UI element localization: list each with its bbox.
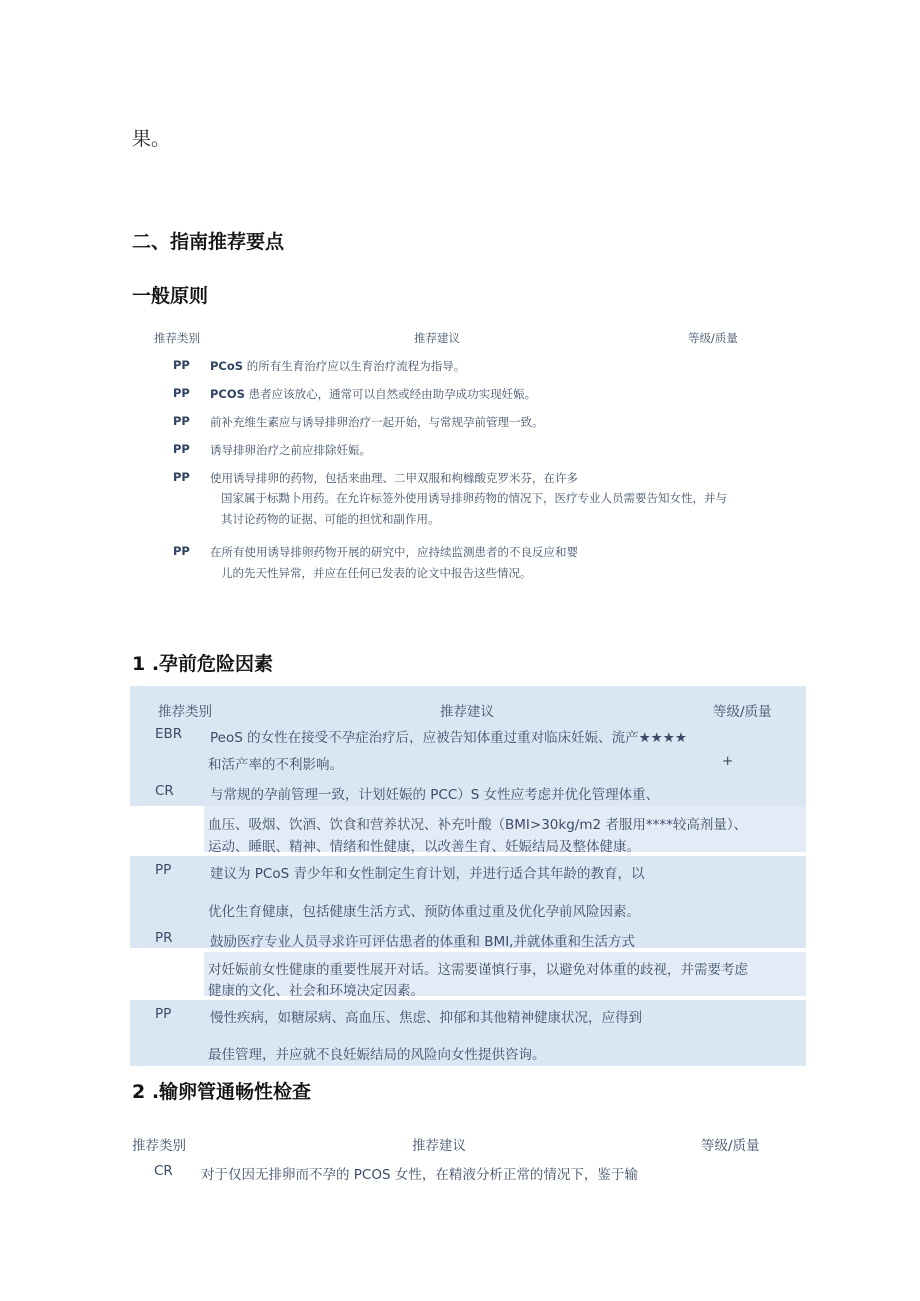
row-category: PP	[173, 442, 190, 456]
row-category: PP	[173, 358, 190, 372]
row-text: 最佳管理，并应就不良妊娠结局的风险向女性提供咨询。	[208, 1047, 546, 1063]
row-text: 对于仅因无排卵而不孕的 PCOS 女性，在精液分析正常的情况下，鉴于输	[201, 1167, 638, 1183]
row-text: 鼓励医疗专业人员寻求许可评估患者的体重和 BMI,并就体重和生活方式	[210, 934, 635, 950]
row-text: PCoS 的所有生育治疗应以生育治疗流程为指导。	[210, 359, 466, 373]
row-category: EBR	[155, 726, 183, 742]
row-text: 在所有使用诱导排卵药物开展的研究中，应持续监测患者的不良反应和婴	[210, 545, 578, 559]
grade-mark: +	[722, 753, 734, 769]
row-text: 对妊娠前女性健康的重要性展开对话。这需要谨慎行事，以避免对体重的歧视，并需要考虑	[208, 962, 748, 978]
header-grade: 等级/质量	[713, 704, 772, 720]
row-text: 与常规的孕前管理一致，计划妊娠的 PCC）S 女性应考虑并优化管理体重、	[210, 787, 660, 803]
row-category: PP	[173, 386, 190, 400]
row-text: 前补充维生素应与诱导排卵治疗一起开始，与常规孕前管理一致。	[210, 415, 544, 429]
row-category: CR	[154, 1163, 173, 1179]
row-category: PP	[173, 544, 190, 558]
row-text: 运动、睡眠、精神、情绪和性健康，以改善生育、妊娠结局及整体健康。	[208, 839, 640, 855]
header-recommendation: 推荐建议	[414, 331, 460, 345]
section-heading: 二、指南推荐要点	[132, 231, 285, 253]
row-text: 国家属于标黝卜用药。在允许标签外使用诱导排卵药物的情况下，医疗专业人员需要告知女性，并与	[221, 491, 727, 505]
row-text: 血压、吸烟、饮酒、饮食和营养状况、补充叶酸（BMI>30kg∕m2 者服用****较高剂量）、	[208, 817, 748, 833]
row-category: PP	[155, 862, 172, 878]
row-text: 慢性疾病，如糖尿病、高血压、焦虑、抑郁和其他精神健康状况，应得到	[210, 1010, 642, 1026]
row-text: 建议为 PCoS 青少年和女性制定生育计划，并进行适合其年龄的教育，以	[210, 866, 645, 882]
row-category: PR	[155, 930, 173, 946]
row-category: PP	[173, 414, 190, 428]
row-text: 和活产率的不利影响。	[208, 757, 343, 773]
general-principles-heading: 一般原则	[132, 285, 209, 307]
header-recommendation: 推荐建议	[440, 704, 494, 720]
header-grade: 等级/质量	[701, 1138, 760, 1154]
row-text: 诱导排卵治疗之前应排除妊娠。	[210, 443, 371, 457]
row-category: PP	[173, 470, 190, 484]
header-grade: 等级/质量	[688, 331, 738, 345]
row-text: 儿的先天性异常，并应在任何已发表的论文中报告这些情况。	[221, 566, 532, 580]
row-text: 使用诱导排卵的药物，包括来曲理、二甲双服和枸橼酸克罗米芬，在许多	[210, 471, 578, 485]
row-category: PP	[155, 1006, 172, 1022]
header-category: 推荐类别	[158, 704, 212, 720]
text-fragment: 果。	[132, 128, 171, 150]
header-category: 推荐类别	[132, 1138, 186, 1154]
header-category: 推荐类别	[154, 331, 200, 345]
row-text: PeoS 的女性在接受不孕症治疗后，应被告知体重过重对临床妊娠、流产★★★★	[210, 730, 687, 746]
row-text: 其讨论药物的证据、可能的担忧和副作用。	[221, 512, 440, 526]
section1-heading: 1 .孕前危险因素	[132, 653, 274, 675]
section2-heading: 2 .输卵管通畅性检查	[132, 1081, 312, 1103]
row-category: CR	[155, 783, 174, 799]
header-recommendation: 推荐建议	[412, 1138, 466, 1154]
row-text: PCOS 患者应该放心，通常可以自然或经由助孕成功实现妊娠。	[210, 387, 537, 401]
row-text: 健康的文化、社会和环境决定因素。	[208, 983, 424, 999]
row-text: 优化生育健康，包括健康生活方式、预防体重过重及优化孕前风险因素。	[208, 904, 640, 920]
